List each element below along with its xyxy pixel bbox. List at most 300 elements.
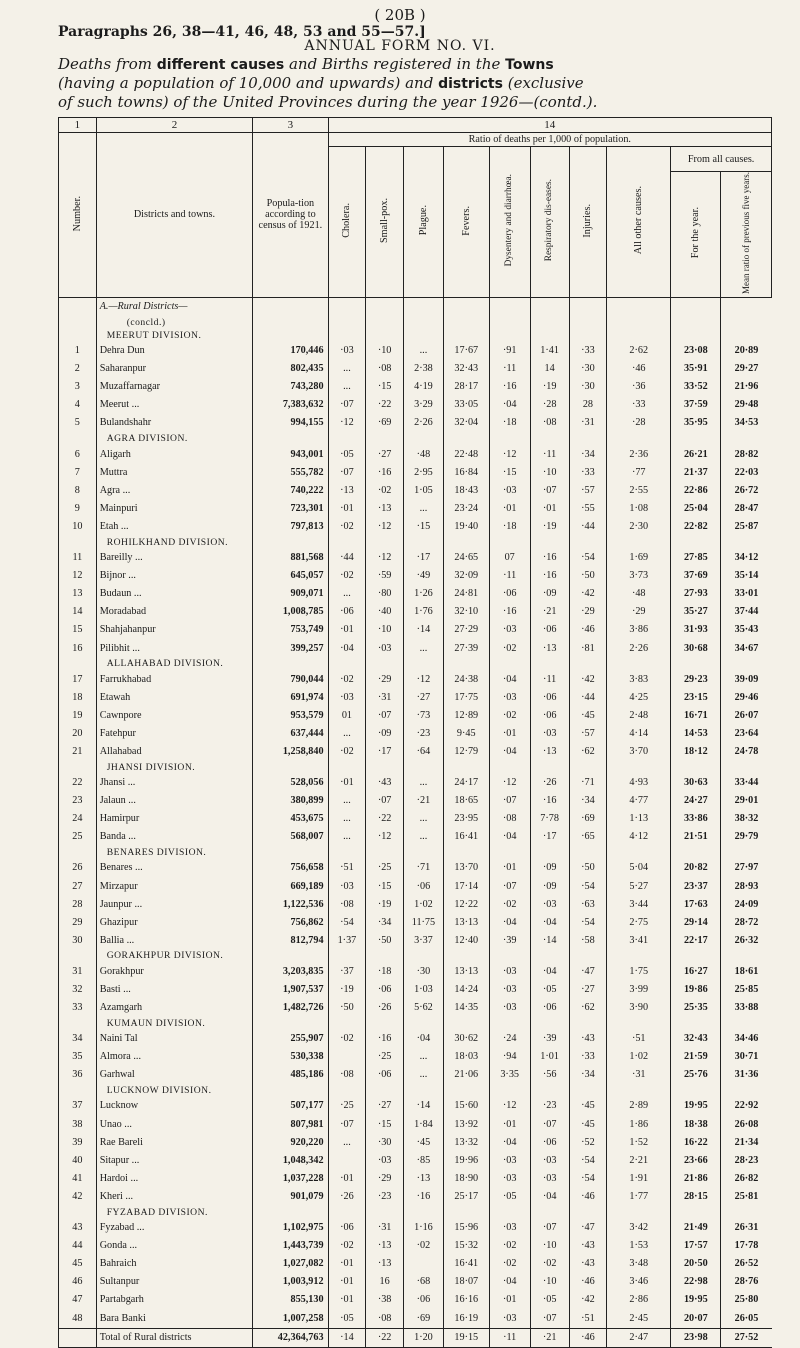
fevers: 19·40 [443,518,489,536]
all-other: 2·26 [607,639,671,657]
row-number: 24 [59,810,97,828]
respiratory: ·21 [530,603,569,621]
for-year: 18·38 [671,1116,721,1134]
population: 380,899 [253,792,328,810]
injuries: ·65 [569,828,607,846]
plague: ·73 [403,707,443,725]
for-year: 16·71 [671,707,721,725]
cholera: ·02 [328,671,366,689]
injuries: ·47 [569,1219,607,1237]
dysentery: 07 [489,549,530,567]
all-other: ·33 [607,396,671,414]
population: 568,007 [253,828,328,846]
division-header-row [59,1084,772,1097]
cholera: ... [328,828,366,846]
row-number: 3 [59,378,97,396]
fevers: 12·40 [443,932,489,950]
mean-ratio: 25·80 [721,1291,772,1309]
all-other: 3·83 [607,671,671,689]
mean-ratio: 21·96 [721,378,772,396]
injuries: ·69 [569,810,607,828]
mean-ratio: 24·09 [721,896,772,914]
injuries: ·31 [569,414,607,432]
mean-ratio: 26·05 [721,1309,772,1328]
row-number: 7 [59,464,97,482]
mean-ratio: 35·43 [721,621,772,639]
cholera: ·03 [328,342,366,360]
fevers: 18·65 [443,792,489,810]
smallpox: ·29 [366,1170,404,1188]
dysentery: ·05 [489,1188,530,1206]
mean-ratio: 28·23 [721,1152,772,1170]
table-row [59,981,772,999]
dysentery: ·01 [489,725,530,743]
for-year: 17·57 [671,1237,721,1255]
title-line-2: (having a population of 10,000 and upwards) and districts (exclusive [58,74,584,92]
cholera: ·07 [328,396,366,414]
dysentery: ·04 [489,396,530,414]
district-name: Garhwal [96,1066,253,1084]
table-row [59,828,772,846]
population: 42,364,763 [253,1328,328,1347]
plague: 11·75 [403,914,443,932]
district-name: Sultanpur [96,1273,253,1291]
division-header-row [59,761,772,774]
for-year: 30·63 [671,774,721,792]
table-row [59,1134,772,1152]
population: 756,862 [253,914,328,932]
division-name: MEERUT DIVISION. [96,329,253,342]
division-header-row [59,433,772,446]
all-other: ·36 [607,378,671,396]
district-name: Cawnpore [96,707,253,725]
row-number: 6 [59,446,97,464]
fevers: 17·67 [443,342,489,360]
all-other: 2·36 [607,446,671,464]
smallpox: ·16 [366,1030,404,1048]
district-name: Allahabad [96,743,253,761]
table-row [59,743,772,761]
injuries: ·54 [569,878,607,896]
cholera: ... [328,360,366,378]
table-row [59,859,772,877]
district-name: Shahjahanpur [96,621,253,639]
cholera: ·04 [328,639,366,657]
smallpox: ·10 [366,342,404,360]
fevers: 33·05 [443,396,489,414]
plague: ·49 [403,567,443,585]
mean-ratio: 39·09 [721,671,772,689]
injuries: ·58 [569,932,607,950]
header-smallpox: Small-pox. [366,147,404,298]
respiratory: ·13 [530,743,569,761]
all-other: ·31 [607,1066,671,1084]
table-row [59,932,772,950]
mean-ratio: 28·72 [721,914,772,932]
row-number [59,1328,97,1347]
district-name: Hamirpur [96,810,253,828]
row-number: 17 [59,671,97,689]
column-numbers-row [59,118,772,133]
mean-ratio: 28·93 [721,878,772,896]
row-number: 27 [59,878,97,896]
mean-ratio: 28·76 [721,1273,772,1291]
table-row [59,689,772,707]
for-year: 24·27 [671,792,721,810]
header-plague: Plague. [403,147,443,298]
cholera: ·02 [328,567,366,585]
population: 528,056 [253,774,328,792]
division-name: KUMAUN DIVISION. [96,1017,253,1030]
cholera: ·50 [328,999,366,1017]
mean-ratio: 26·32 [721,932,772,950]
fevers: 16·84 [443,464,489,482]
mean-ratio: 26·82 [721,1170,772,1188]
district-name: Gorakhpur [96,963,253,981]
smallpox: ·02 [366,482,404,500]
respiratory: ·26 [530,774,569,792]
mean-ratio: 29·79 [721,828,772,846]
mean-ratio: 27·97 [721,859,772,877]
smallpox: ·16 [366,464,404,482]
row-number: 25 [59,828,97,846]
fevers: 32·10 [443,603,489,621]
header-cholera: Cholera. [328,147,366,298]
mean-ratio: 26·52 [721,1255,772,1273]
injuries: ·54 [569,549,607,567]
all-other: 2·48 [607,707,671,725]
fevers: 16·41 [443,828,489,846]
row-number: 32 [59,981,97,999]
population: 909,071 [253,585,328,603]
row-number: 41 [59,1170,97,1188]
all-other: 2·47 [607,1328,671,1347]
cholera: ... [328,792,366,810]
mean-ratio: 34·46 [721,1030,772,1048]
dysentery: ·03 [489,482,530,500]
respiratory: ·14 [530,932,569,950]
respiratory: ·04 [530,963,569,981]
division-name: LUCKNOW DIVISION. [96,1084,253,1097]
table-row [59,1273,772,1291]
division-header-row [59,536,772,549]
cholera: ·06 [328,1219,366,1237]
population: 1,027,082 [253,1255,328,1273]
mean-ratio: 33·01 [721,585,772,603]
respiratory: ·07 [530,1219,569,1237]
cholera: ·54 [328,914,366,932]
cholera: ·01 [328,1170,366,1188]
table-row [59,914,772,932]
population: 1,482,726 [253,999,328,1017]
cholera: ·26 [328,1188,366,1206]
plague: ·30 [403,963,443,981]
smallpox: ·31 [366,689,404,707]
district-name: Mainpuri [96,500,253,518]
dysentery: ·18 [489,518,530,536]
population: 881,568 [253,549,328,567]
mean-ratio: 26·31 [721,1219,772,1237]
population: 812,794 [253,932,328,950]
population: 797,813 [253,518,328,536]
district-name: Rae Bareli [96,1134,253,1152]
district-name: Saharanpur [96,360,253,378]
mean-ratio: 27·52 [721,1328,772,1347]
dysentery: ·03 [489,689,530,707]
form-number: ANNUAL FORM NO. VI. [304,38,496,54]
header-row-1 [59,133,772,147]
respiratory: ·39 [530,1030,569,1048]
fevers: 9·45 [443,725,489,743]
respiratory: ·08 [530,414,569,432]
dysentery: ·11 [489,1328,530,1347]
plague: ·45 [403,1134,443,1152]
for-year: 23·98 [671,1328,721,1347]
respiratory: ·04 [530,914,569,932]
dysentery: ·04 [489,671,530,689]
row-number: 19 [59,707,97,725]
page-number: ( 20B ) [374,6,426,24]
population: 994,155 [253,414,328,432]
cholera: ·12 [328,414,366,432]
header-fevers: Fevers. [443,147,489,298]
cholera: ... [328,725,366,743]
district-name: Jalaun ... [96,792,253,810]
respiratory: ·07 [530,1116,569,1134]
smallpox: ·15 [366,378,404,396]
plague: ... [403,1066,443,1084]
row-number: 11 [59,549,97,567]
smallpox: ·59 [366,567,404,585]
plague: ... [403,639,443,657]
table-row [59,774,772,792]
table-row [59,518,772,536]
all-other: 2·30 [607,518,671,536]
dysentery: ·24 [489,1030,530,1048]
cholera: ... [328,1134,366,1152]
division-name: ROHILKHAND DIVISION. [96,536,253,549]
row-number: 39 [59,1134,97,1152]
population: 802,435 [253,360,328,378]
row-number: 28 [59,896,97,914]
smallpox: ·40 [366,603,404,621]
cholera: ·01 [328,621,366,639]
plague: 3·37 [403,932,443,950]
table-body [59,297,772,1347]
injuries: ·50 [569,859,607,877]
district-name: Azamgarh [96,999,253,1017]
division-name: FYZABAD DIVISION. [96,1206,253,1219]
fevers: 13·92 [443,1116,489,1134]
injuries: ·57 [569,725,607,743]
smallpox: ·25 [366,859,404,877]
respiratory: ·09 [530,859,569,877]
injuries: ·45 [569,1116,607,1134]
smallpox: ·15 [366,1116,404,1134]
row-number: 44 [59,1237,97,1255]
injuries: ·27 [569,981,607,999]
table-row [59,639,772,657]
division-name: BENARES DIVISION. [96,846,253,859]
plague: ·21 [403,792,443,810]
district-name: Total of Rural districts [96,1328,253,1347]
population: 669,189 [253,878,328,896]
for-year: 22·86 [671,482,721,500]
plague: ·17 [403,549,443,567]
dysentery: ·02 [489,1237,530,1255]
injuries: 28 [569,396,607,414]
for-year: 30·68 [671,639,721,657]
plague: ·64 [403,743,443,761]
respiratory: ·03 [530,1170,569,1188]
dysentery: ·03 [489,963,530,981]
district-name: Almora ... [96,1048,253,1066]
plague: 2·26 [403,414,443,432]
population: 753,749 [253,621,328,639]
cholera: ·07 [328,464,366,482]
fevers: 15·60 [443,1097,489,1115]
cholera: ·03 [328,689,366,707]
fevers: 15·96 [443,1219,489,1237]
division-name: ALLAHABAD DIVISION. [96,658,253,671]
dysentery: ·04 [489,743,530,761]
district-name: Unao ... [96,1116,253,1134]
fevers: 27·29 [443,621,489,639]
for-year: 19·86 [671,981,721,999]
plague: 1·76 [403,603,443,621]
all-other: 4·14 [607,725,671,743]
mean-ratio: 26·08 [721,1116,772,1134]
cholera: ·06 [328,603,366,621]
dysentery: ·01 [489,500,530,518]
district-name: Muttra [96,464,253,482]
injuries: ·63 [569,896,607,914]
fevers: 18·03 [443,1048,489,1066]
plague: ·14 [403,621,443,639]
table-row [59,1188,772,1206]
plague: ·68 [403,1273,443,1291]
all-other: 3·99 [607,981,671,999]
smallpox: ·23 [366,1188,404,1206]
for-year: 22·17 [671,932,721,950]
smallpox: ·07 [366,792,404,810]
respiratory: ·05 [530,981,569,999]
for-year: 23·08 [671,342,721,360]
respiratory: 14 [530,360,569,378]
plague: 5·62 [403,999,443,1017]
cholera [328,1152,366,1170]
district-name: Muzaffarnagar [96,378,253,396]
district-name: Farrukhabad [96,671,253,689]
table-row [59,464,772,482]
for-year: 23·15 [671,689,721,707]
district-name: Mirzapur [96,878,253,896]
population: 645,057 [253,567,328,585]
injuries: ·52 [569,1134,607,1152]
respiratory: 1·41 [530,342,569,360]
respiratory: ·19 [530,378,569,396]
respiratory: ·17 [530,828,569,846]
population: 920,220 [253,1134,328,1152]
injuries: ·34 [569,1066,607,1084]
smallpox: ·29 [366,671,404,689]
population: 1,037,228 [253,1170,328,1188]
injuries: ·54 [569,1152,607,1170]
smallpox: ·22 [366,810,404,828]
for-year: 19·95 [671,1291,721,1309]
population: 1,443,739 [253,1237,328,1255]
dysentery: ·02 [489,707,530,725]
row-number: 46 [59,1273,97,1291]
row-number: 9 [59,500,97,518]
plague: ·23 [403,725,443,743]
district-name: Kheri ... [96,1188,253,1206]
injuries: ·50 [569,567,607,585]
fevers: 25·17 [443,1188,489,1206]
dysentery: ·04 [489,1134,530,1152]
all-other: 1·91 [607,1170,671,1188]
for-year: 16·22 [671,1134,721,1152]
plague: ·27 [403,689,443,707]
header-mean-ratio: Mean ratio of previous five years. [721,172,772,298]
injuries: ·42 [569,585,607,603]
population: 855,130 [253,1291,328,1309]
injuries: ·54 [569,1170,607,1188]
division-name: GORAKHPUR DIVISION. [96,950,253,963]
dysentery: ·94 [489,1048,530,1066]
fevers: 23·95 [443,810,489,828]
table-row [59,1116,772,1134]
injuries: ·42 [569,1291,607,1309]
dysentery: ·04 [489,914,530,932]
header-from-all: From all causes. [671,147,772,172]
row-number: 40 [59,1152,97,1170]
cholera: ... [328,378,366,396]
smallpox: ·08 [366,360,404,378]
fevers: 14·24 [443,981,489,999]
table-row [59,603,772,621]
for-year: 19·95 [671,1097,721,1115]
dysentery: 3·35 [489,1066,530,1084]
population: 901,079 [253,1188,328,1206]
all-other: 3·42 [607,1219,671,1237]
cholera: ·01 [328,1273,366,1291]
table-row [59,342,772,360]
plague: ·13 [403,1170,443,1188]
respiratory: ·04 [530,1188,569,1206]
fevers: 12·79 [443,743,489,761]
mean-ratio: 25·85 [721,981,772,999]
smallpox: ·19 [366,896,404,914]
mean-ratio: 18·61 [721,963,772,981]
dysentery: ·03 [489,981,530,999]
row-number: 21 [59,743,97,761]
plague: ... [403,810,443,828]
dysentery: ·03 [489,621,530,639]
respiratory: ·11 [530,671,569,689]
cholera: ·14 [328,1328,366,1347]
plague: ·12 [403,671,443,689]
respiratory: ·03 [530,1152,569,1170]
for-year: 16·27 [671,963,721,981]
cholera: ·08 [328,1066,366,1084]
row-number: 2 [59,360,97,378]
district-name: Sitapur ... [96,1152,253,1170]
all-other: 1·02 [607,1048,671,1066]
row-number: 23 [59,792,97,810]
mean-ratio: 22·03 [721,464,772,482]
paragraphs-reference: Paragraphs 26, 38—41, 46, 48, 53 and 55—57.] [58,24,426,40]
